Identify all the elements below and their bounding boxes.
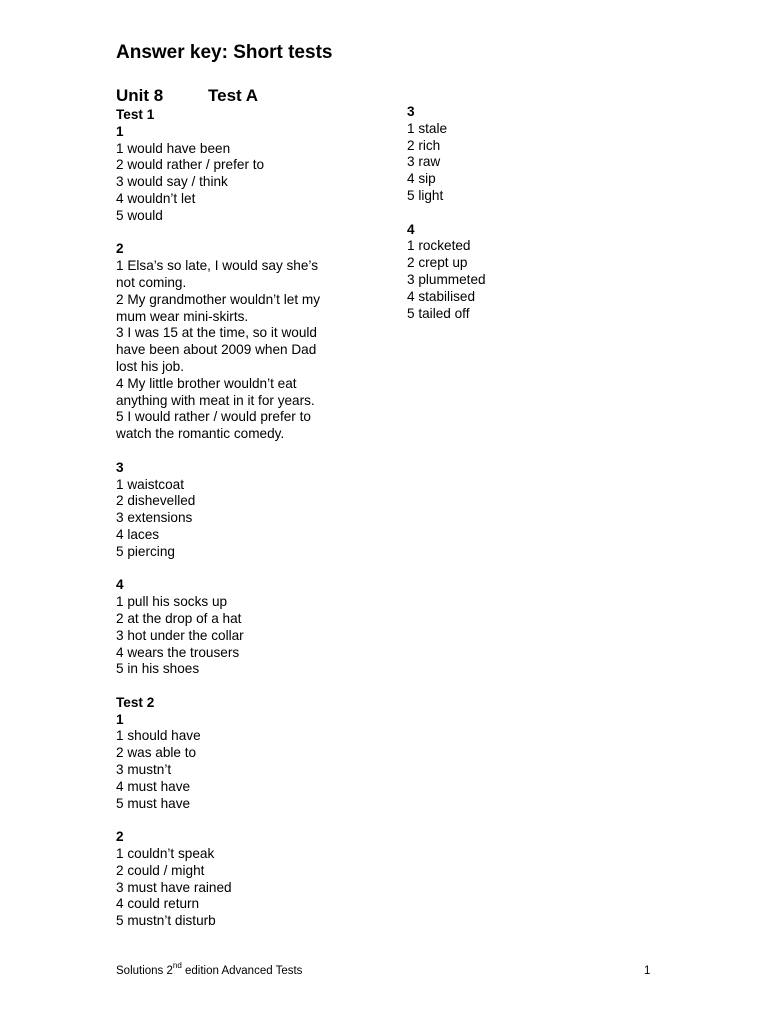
answer-line: 3 raw [407, 154, 441, 170]
answer-line: 1 Elsa’s so late, I would say she’s [116, 258, 319, 274]
answer-line: 4 could return [116, 896, 200, 912]
answer-line: 3 mustn’t [116, 762, 172, 778]
section-heading: 2 [116, 241, 124, 257]
answer-line: 4 wears the trousers [116, 644, 240, 660]
section-heading: 2 [116, 829, 124, 845]
spacer [116, 678, 386, 695]
answer-line: 3 extensions [116, 510, 193, 526]
left-column [116, 107, 386, 930]
answer-line: 1 rocketed [407, 238, 471, 254]
answer-line: 5 would [116, 207, 163, 223]
right-column [407, 104, 607, 322]
answer-line: 1 pull his socks up [116, 594, 228, 610]
page-title: Answer key: Short tests [116, 42, 333, 63]
answer-line: 4 sip [407, 171, 436, 187]
answer-line: 2 My grandmother wouldn’t let my [116, 291, 320, 307]
section-heading: 4 [116, 577, 124, 593]
section-heading: 4 [407, 221, 415, 237]
answer-line: 5 tailed off [407, 305, 470, 321]
answer-line: 5 in his shoes [116, 661, 200, 677]
spacer [116, 812, 386, 829]
section-heading: Test 2 [116, 694, 155, 710]
answer-line: 1 waistcoat [116, 476, 185, 492]
spacer [116, 561, 386, 578]
answer-line: 4 must have [116, 778, 191, 794]
footer-edition [116, 961, 303, 977]
section-heading: Test 1 [116, 107, 155, 122]
answer-line: 5 I would rather / would prefer to [116, 409, 311, 425]
answer-line: 3 plummeted [407, 271, 486, 287]
page-number: 1 [644, 965, 651, 977]
test-label: Test A [208, 86, 259, 105]
answer-line: 5 must have [116, 795, 191, 811]
answer-line: 2 would rather / prefer to [116, 157, 265, 173]
section-heading: 3 [116, 459, 124, 475]
answer-line: 4 My little brother wouldn’t eat [116, 375, 297, 391]
answer-line: 2 rich [407, 137, 441, 153]
answer-line: watch the romantic comedy. [116, 426, 285, 442]
section-heading: 1 [116, 711, 124, 727]
answer-line: 2 was able to [116, 745, 197, 761]
answer-line: lost his job. [116, 358, 185, 374]
answer-line: 2 dishevelled [116, 493, 196, 509]
unit-label: Unit 8 [116, 86, 164, 105]
footer-title-rest: edition Advanced Tests [181, 965, 303, 977]
section-heading: 1 [116, 123, 124, 139]
answer-line: 3 must have rained [116, 879, 232, 895]
answer-line: 3 I was 15 at the time, so it would [116, 325, 317, 341]
answer-line: 1 would have been [116, 140, 231, 156]
answer-line: 2 at the drop of a hat [116, 610, 242, 626]
spacer [407, 205, 607, 222]
answer-line: 3 would say / think [116, 174, 228, 190]
answer-line: 2 could / might [116, 862, 205, 878]
answer-line: 5 light [407, 187, 444, 203]
answer-line: 4 wouldn’t let [116, 190, 196, 206]
answer-line: 4 stabilised [407, 288, 476, 304]
answer-line: mum wear mini-skirts. [116, 308, 249, 324]
answer-line: 2 crept up [407, 255, 468, 271]
answer-line: 4 laces [116, 526, 160, 542]
answer-line: anything with meat in it for years. [116, 392, 315, 408]
answer-line: 1 stale [407, 120, 448, 136]
answer-line: 1 should have [116, 728, 201, 744]
answer-line: 3 hot under the collar [116, 627, 244, 643]
spacer [116, 443, 386, 460]
answer-line: 5 piercing [116, 543, 175, 559]
section-heading: 3 [407, 104, 415, 119]
answer-line: have been about 2009 when Dad [116, 342, 317, 358]
footer-title: Solutions 2 [116, 965, 173, 977]
footer-superscript: nd [172, 961, 182, 971]
answer-line: not coming. [116, 274, 187, 290]
answer-line: 1 couldn’t speak [116, 846, 215, 862]
answer-line: 5 mustn’t disturb [116, 913, 216, 929]
unit-heading [116, 86, 259, 106]
spacer [116, 225, 386, 242]
